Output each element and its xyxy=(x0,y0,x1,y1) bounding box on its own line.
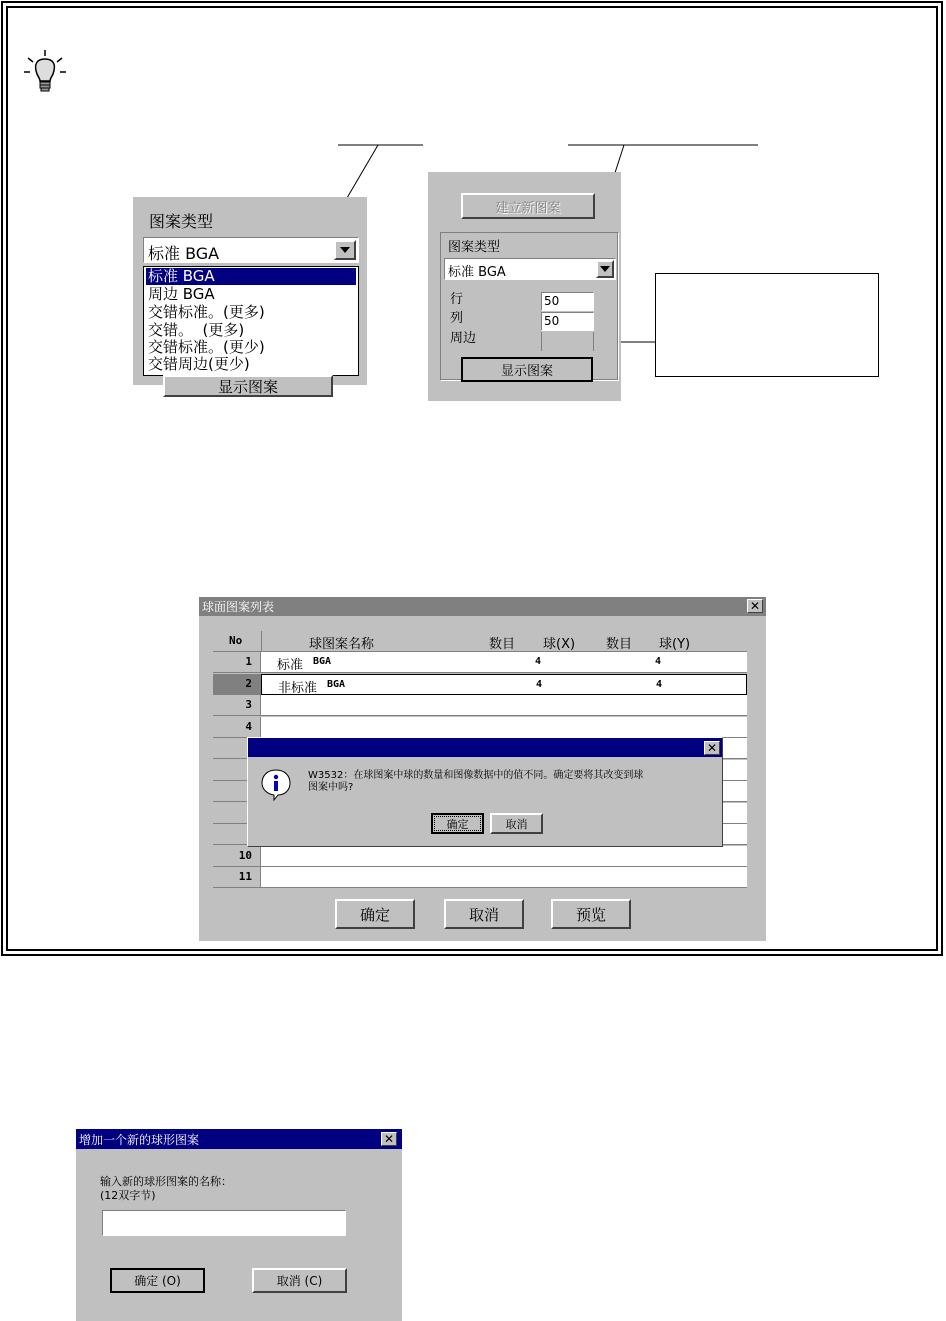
row-count-input[interactable]: 50 xyxy=(541,292,594,311)
pattern-type-select[interactable] xyxy=(444,258,616,280)
dropdown-option[interactable]: 交错。 (更多) xyxy=(148,321,245,339)
row-cells xyxy=(261,652,747,673)
ok-button[interactable]: 确定 (O) xyxy=(110,1268,205,1293)
header-ball-x: 球(X) xyxy=(543,637,576,652)
table-row[interactable] xyxy=(213,674,747,695)
dropdown-option[interactable]: 交错周边(更少) xyxy=(148,355,250,373)
dialog-title: 球面图案列表 xyxy=(202,600,275,614)
table-header xyxy=(213,631,747,652)
row-number: 10 xyxy=(213,846,261,867)
preview-button[interactable]: 预览 xyxy=(551,899,631,929)
ball-count-x: 4 xyxy=(535,656,542,667)
dialog-titlebar xyxy=(199,597,766,616)
group-label: 图案类型 xyxy=(448,240,501,255)
table-row[interactable] xyxy=(213,846,747,867)
dropdown-option[interactable]: 周边 BGA xyxy=(148,285,215,303)
dropdown-option[interactable]: 标准 BGA xyxy=(146,268,356,285)
selected-value: 标准 BGA xyxy=(448,265,506,280)
pattern-name-input[interactable] xyxy=(102,1210,346,1236)
selected-value: 标准 BGA xyxy=(148,244,220,263)
message-text: W3532：在球图案中球的数量和图像数据中的值不同。确定要将其改变到球图案中吗? xyxy=(308,770,644,793)
ball-count-y: 4 xyxy=(655,656,662,667)
name-hint: (12双字节) xyxy=(100,1189,156,1202)
row-cells xyxy=(261,867,747,888)
close-icon[interactable]: ✕ xyxy=(747,599,763,613)
table-row[interactable] xyxy=(213,717,747,738)
pattern-type-dropdown-panel xyxy=(133,197,367,396)
row-number: 2 xyxy=(213,674,261,695)
row-number: 1 xyxy=(213,652,261,673)
perimeter-label: 周边 xyxy=(450,331,477,346)
ball-count-y: 4 xyxy=(656,678,663,690)
pattern-name-suffix: BGA xyxy=(313,656,332,667)
new-pattern-button[interactable]: 建立新图案 xyxy=(461,193,595,219)
dropdown-list xyxy=(143,266,359,376)
dialog-titlebar xyxy=(76,1129,402,1149)
header-count-y: 数目 xyxy=(606,637,633,652)
show-pattern-button[interactable]: 显示图案 xyxy=(461,357,593,382)
row-number: 3 xyxy=(213,695,261,716)
table-row[interactable] xyxy=(213,652,747,673)
dialog-title: 增加一个新的球形图案 xyxy=(79,1132,200,1147)
header-ball-y: 球(Y) xyxy=(659,637,691,652)
pattern-name: 标准 xyxy=(277,658,304,673)
ok-button[interactable]: 确定 xyxy=(431,813,484,834)
close-icon[interactable]: ✕ xyxy=(381,1132,397,1146)
row-cells xyxy=(261,717,747,738)
col-label: 列 xyxy=(450,311,464,326)
table-row[interactable] xyxy=(213,695,747,716)
header-count-x: 数目 xyxy=(489,637,516,652)
perimeter-input-disabled[interactable] xyxy=(541,332,594,351)
ok-button[interactable]: 确定 xyxy=(335,899,415,929)
row-cells xyxy=(261,846,747,867)
row-label: 行 xyxy=(450,292,464,307)
header-no: No xyxy=(229,634,243,647)
chevron-down-icon[interactable] xyxy=(596,260,614,278)
row-cells xyxy=(261,695,747,716)
show-pattern-button-partial[interactable]: 显示图案 xyxy=(163,375,333,397)
group-label: 图案类型 xyxy=(149,212,214,231)
name-prompt: 输入新的球形图案的名称： xyxy=(100,1175,232,1188)
ball-count-x: 4 xyxy=(536,678,543,690)
cancel-button[interactable]: 取消 xyxy=(490,813,543,834)
pattern-settings-panel xyxy=(428,172,621,401)
header-name: 球图案名称 xyxy=(309,637,375,652)
row-cells xyxy=(261,674,747,695)
close-icon[interactable]: ✕ xyxy=(704,741,720,755)
chevron-down-icon[interactable] xyxy=(334,240,356,260)
pattern-name: 非标准 xyxy=(278,680,318,696)
row-number: 4 xyxy=(213,717,261,738)
cancel-button[interactable]: 取消 xyxy=(444,899,524,929)
add-pattern-dialog xyxy=(76,1129,402,1321)
cancel-button[interactable]: 取消 (C) xyxy=(252,1268,347,1293)
table-row[interactable] xyxy=(213,867,747,888)
dropdown-option[interactable]: 交错标准。(更少) xyxy=(148,338,265,356)
message-titlebar xyxy=(248,738,722,757)
info-icon xyxy=(260,768,292,802)
row-number: 11 xyxy=(213,867,261,888)
annotation-callout-box xyxy=(655,273,879,377)
pattern-type-select[interactable] xyxy=(143,237,359,263)
col-count-input[interactable]: 50 xyxy=(541,312,594,331)
dropdown-option[interactable]: 交错标准。(更多) xyxy=(148,303,265,321)
confirm-message-box xyxy=(247,737,723,847)
pattern-name-suffix: BGA xyxy=(327,678,346,690)
